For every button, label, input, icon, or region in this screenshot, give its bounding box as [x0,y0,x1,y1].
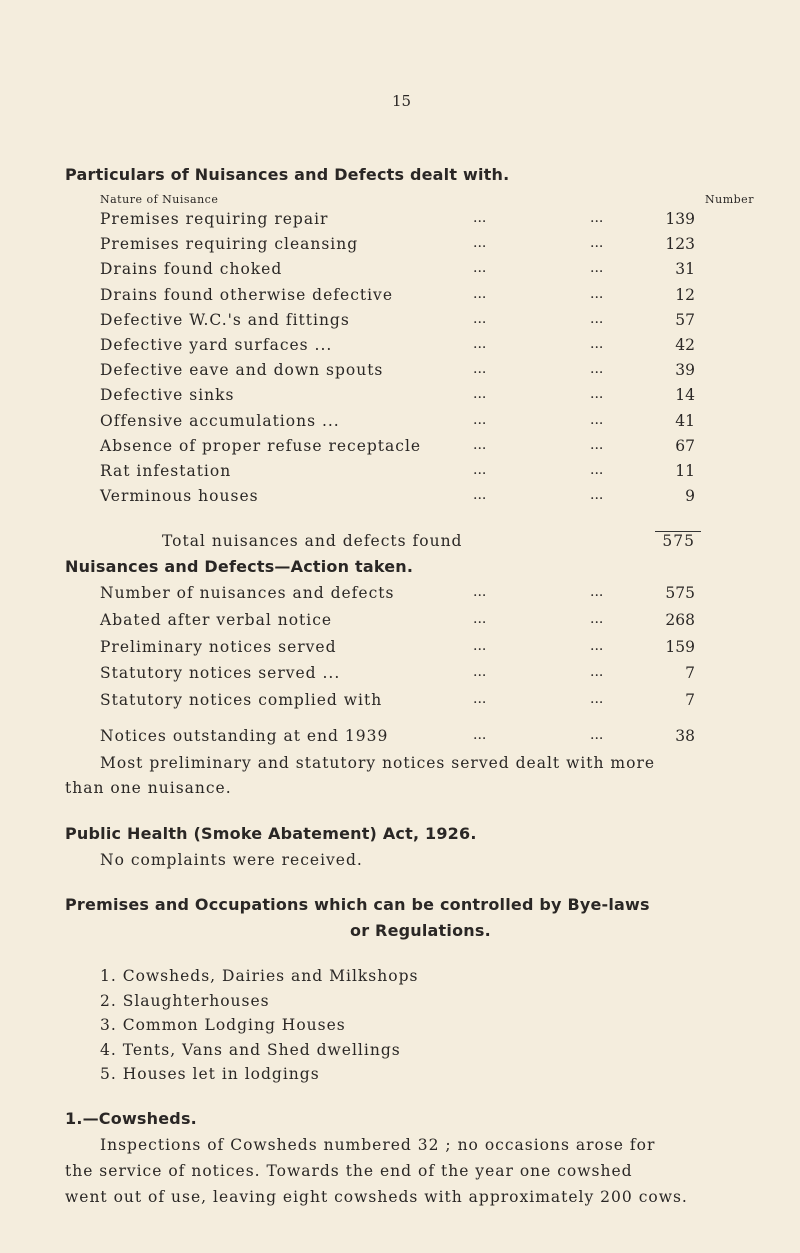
table-row [0,336,800,358]
row-value: 12 [675,285,695,304]
leader-dots: ... [473,260,487,277]
leader-dots: ... [590,637,604,654]
table-row [0,437,800,459]
leader-dots: ... [473,637,487,654]
leader-dots: ... [473,691,487,708]
total-label: Total nuisances and defects found [162,532,463,550]
row-value: 57 [675,310,695,329]
paragraph-line: the service of notices. Towards the end of the year one cowshed [65,1162,633,1180]
table-row [0,311,800,333]
table-row [0,664,800,686]
table-row [0,361,800,383]
row-label: Statutory notices complied with [100,691,383,710]
row-value: 41 [675,411,695,430]
leader-dots: ... [590,411,604,428]
row-value: 159 [665,637,695,656]
row-value: 7 [685,664,695,683]
list-item: 4. Tents, Vans and Shed dwellings [100,1040,401,1059]
section-heading-premises: Premises and Occupations which can be controlled by Bye-laws [65,895,650,914]
row-value: 67 [675,436,695,455]
table-row [0,691,800,713]
row-value: 11 [675,462,695,480]
row-value: 7 [685,691,695,710]
leader-dots: ... [590,436,604,453]
list-item: 1. Cowsheds, Dairies and Milkshops [100,967,419,985]
row-label: Defective yard surfaces ... [100,336,333,354]
row-value: 575 [665,584,695,602]
table-row [0,584,800,606]
row-value: 268 [665,610,695,629]
table-row [0,487,800,509]
leader-dots: ... [473,285,487,302]
leader-dots: ... [590,727,604,743]
leader-dots: ... [590,610,604,627]
section-heading-action: Nuisances and Defects—Action taken. [65,557,414,576]
leader-dots: ... [473,361,487,378]
row-value: 9 [685,487,695,506]
table-row [0,462,800,484]
table-row [0,611,800,633]
row-label: Statutory notices served ... [100,664,341,683]
leader-dots: ... [473,336,487,352]
leader-dots: ... [473,386,487,403]
paragraph-line: went out of use, leaving eight cowsheds with approximately 200 cows. [65,1188,688,1206]
leader-dots: ... [590,462,604,478]
section-heading-nuisances: Particulars of Nuisances and Defects dealt with. [65,165,510,184]
leader-dots: ... [473,210,487,226]
leader-dots: ... [590,584,604,600]
section-heading-cowsheds: 1.—Cowsheds. [65,1109,197,1128]
leader-dots: ... [473,411,487,428]
row-label: Premises requiring repair [100,210,329,228]
page-number: 15 [392,92,412,110]
leader-dots: ... [590,260,604,277]
row-label: Abated after verbal notice [100,610,333,629]
row-value: 39 [675,361,695,380]
table-row [0,638,800,660]
section-heading-premises-cont: or Regulations. [350,921,491,940]
row-label: Number of nuisances and defects [100,584,395,602]
row-value: 42 [675,336,695,354]
row-label: Drains found otherwise defective [100,285,393,304]
row-value: 38 [675,727,695,745]
leader-dots: ... [473,584,487,600]
leader-dots: ... [590,210,604,226]
list-item: 2. Slaughterhouses [100,991,270,1010]
leader-dots: ... [473,664,487,681]
column-header-nature: Nature of Nuisance [100,193,219,206]
smoke-text: No complaints were received. [100,851,363,869]
row-value: 123 [665,235,695,254]
leader-dots: ... [590,336,604,352]
leader-dots: ... [590,691,604,708]
table-row [0,412,800,434]
row-label: Defective eave and down spouts [100,361,384,380]
row-label: Preliminary notices served [100,637,337,656]
row-value: 139 [665,210,695,228]
leader-dots: ... [590,664,604,681]
table-row [0,386,800,408]
table-row [0,235,800,257]
row-label: Defective sinks [100,386,235,405]
leader-dots: ... [473,727,487,743]
leader-dots: ... [590,285,604,302]
leader-dots: ... [473,610,487,627]
leader-dots: ... [590,310,604,327]
leader-dots: ... [590,235,604,252]
table-row-outstanding [0,727,800,749]
leader-dots: ... [473,310,487,327]
paragraph-line: Inspections of Cowsheds numbered 32 ; no occasions arose for [100,1136,656,1154]
leader-dots: ... [590,361,604,378]
column-header-number: Number [705,193,754,206]
row-label: Offensive accumulations ... [100,411,340,430]
row-value: 31 [675,260,695,279]
list-item: 5. Houses let in lodgings [100,1065,320,1083]
note-line: Most preliminary and statutory notices served dealt with more [100,754,656,772]
leader-dots: ... [473,487,487,504]
row-label: Rat infestation [100,462,232,480]
list-item: 3. Common Lodging Houses [100,1016,346,1034]
total-value: 575 [662,532,695,550]
note-line: than one nuisance. [65,779,232,797]
leader-dots: ... [590,386,604,403]
leader-dots: ... [473,235,487,252]
leader-dots: ... [473,436,487,453]
row-value: 14 [675,386,695,405]
row-label: Verminous houses [100,487,259,506]
row-label: Premises requiring cleansing [100,235,359,254]
section-heading-smoke: Public Health (Smoke Abatement) Act, 1926. [65,824,477,843]
leader-dots: ... [590,487,604,504]
row-label: Drains found choked [100,260,283,279]
row-label: Absence of proper refuse receptacle [100,436,422,455]
row-label: Notices outstanding at end 1939 [100,727,389,745]
row-label: Defective W.C.'s and fittings [100,310,350,329]
table-row [0,210,800,232]
table-row [0,260,800,282]
leader-dots: ... [473,462,487,478]
table-row [0,286,800,308]
